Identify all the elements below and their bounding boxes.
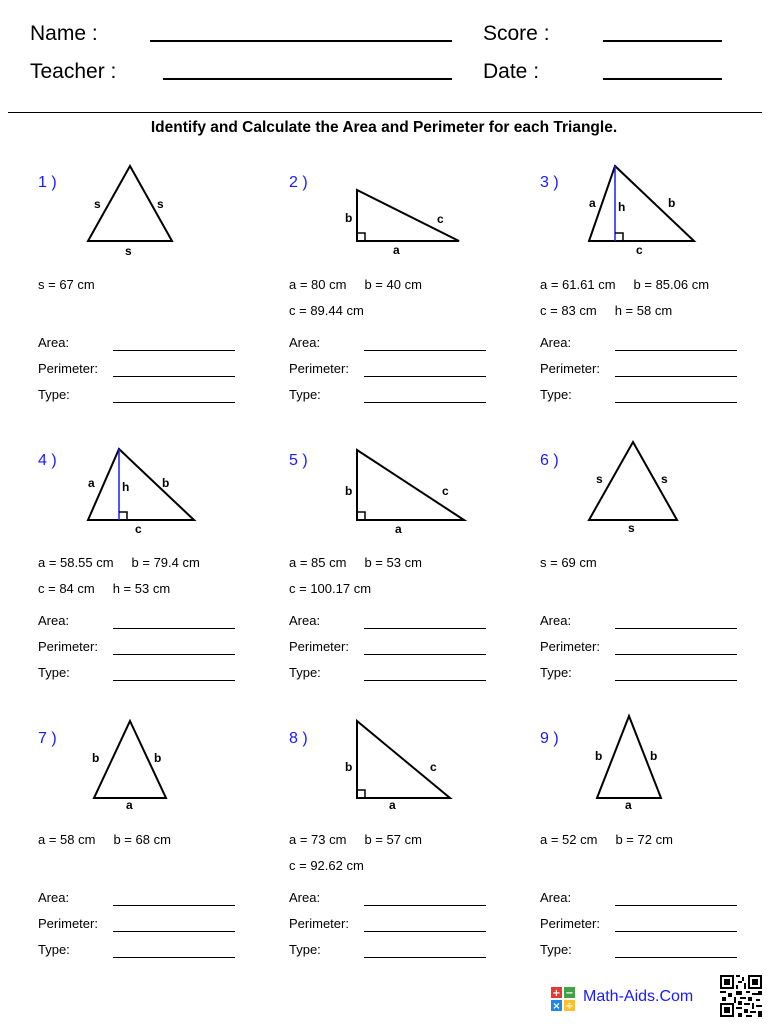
- area-answer-field[interactable]: [113, 628, 235, 629]
- measurement-value: s = 69 cm: [540, 555, 597, 570]
- side-label: c: [135, 522, 142, 536]
- area-label: Area:: [540, 613, 572, 628]
- date-label: Date :: [483, 60, 540, 83]
- perimeter-answer-field[interactable]: [615, 376, 737, 377]
- problem-5-number: 5 ): [289, 452, 308, 469]
- measurement-value: c = 92.62 cm: [289, 858, 364, 873]
- height-label: h: [618, 200, 626, 214]
- perimeter-label: Perimeter:: [540, 639, 600, 654]
- measurement-value: c = 89.44 cm: [289, 303, 364, 318]
- problem-7-number: 7 ): [38, 730, 57, 747]
- problem-3-number: 3 ): [540, 174, 559, 191]
- side-label: a: [126, 798, 133, 812]
- problem-1-number: 1 ): [38, 174, 57, 191]
- perimeter-answer-field[interactable]: [364, 376, 486, 377]
- perimeter-label: Perimeter:: [38, 639, 98, 654]
- brand-link[interactable]: Math-Aids.Com: [583, 988, 694, 1005]
- triangle-figure-1: [80, 160, 180, 260]
- perimeter-label: Perimeter:: [540, 361, 600, 376]
- measurement-value: a = 58.55 cm: [38, 555, 114, 570]
- problem-8-number: 8 ): [289, 730, 308, 747]
- measurement-line: [38, 555, 218, 570]
- side-label: s: [596, 472, 603, 486]
- type-answer-field[interactable]: [615, 957, 737, 958]
- measurement-value: b = 57 cm: [364, 832, 422, 847]
- side-label: b: [650, 749, 658, 763]
- problem-9-number: 9 ): [540, 730, 559, 747]
- side-label: c: [636, 243, 643, 257]
- measurement-line: [38, 832, 189, 847]
- side-label: a: [389, 798, 396, 812]
- triangle-figure-3: [580, 160, 705, 260]
- perimeter-label: Perimeter:: [289, 639, 349, 654]
- type-answer-field[interactable]: [615, 402, 737, 403]
- side-label: c: [437, 212, 444, 226]
- side-label: b: [92, 751, 100, 765]
- side-label: a: [395, 522, 402, 536]
- type-answer-field[interactable]: [113, 957, 235, 958]
- area-label: Area:: [540, 335, 572, 350]
- type-answer-field[interactable]: [364, 957, 486, 958]
- side-label: b: [668, 196, 676, 210]
- measurement-value: b = 53 cm: [364, 555, 422, 570]
- problem-4-number: 4 ): [38, 452, 57, 469]
- triangle-figure-8: [340, 715, 460, 815]
- measurement-value: h = 58 cm: [614, 303, 673, 318]
- name-label: Name :: [30, 22, 98, 45]
- type-answer-field[interactable]: [113, 402, 235, 403]
- triangle-figure-5: [340, 440, 475, 540]
- type-label: Type:: [540, 942, 572, 957]
- side-label: a: [393, 243, 400, 257]
- measurement-value: b = 85.06 cm: [633, 277, 710, 292]
- type-answer-field[interactable]: [364, 680, 486, 681]
- date-field[interactable]: [603, 78, 722, 80]
- type-label: Type:: [289, 942, 321, 957]
- side-label: s: [661, 472, 668, 486]
- measurement-value: b = 72 cm: [615, 832, 673, 847]
- right-angle-mark: [615, 233, 623, 241]
- side-label: c: [442, 484, 449, 498]
- area-answer-field[interactable]: [615, 628, 737, 629]
- type-label: Type:: [38, 665, 70, 680]
- side-label: s: [628, 521, 635, 535]
- triangle-figure-9: [580, 705, 680, 815]
- perimeter-answer-field[interactable]: [615, 931, 737, 932]
- measurement-line: [38, 581, 188, 596]
- area-answer-field[interactable]: [364, 628, 486, 629]
- right-angle-mark: [119, 512, 127, 520]
- measurement-value: a = 73 cm: [289, 832, 347, 847]
- measurement-line: [540, 555, 615, 570]
- measurement-value: a = 85 cm: [289, 555, 347, 570]
- measurement-value: b = 79.4 cm: [131, 555, 200, 570]
- measurement-line: [289, 832, 440, 847]
- type-label: Type:: [540, 387, 572, 402]
- perimeter-answer-field[interactable]: [113, 376, 235, 377]
- triangle-shape: [357, 190, 459, 241]
- perimeter-label: Perimeter:: [289, 916, 349, 931]
- side-label: a: [589, 196, 596, 210]
- measurement-value: a = 52 cm: [540, 832, 598, 847]
- right-angle-mark: [357, 233, 365, 241]
- triangle-figure-2: [340, 180, 470, 265]
- calculator-icon: [550, 986, 576, 1012]
- measurement-value: c = 84 cm: [38, 581, 95, 596]
- type-label: Type:: [540, 665, 572, 680]
- area-answer-field[interactable]: [364, 905, 486, 906]
- svg-text:÷: ÷: [565, 1001, 574, 1012]
- triangle-shape: [88, 449, 194, 520]
- measurement-line: [289, 858, 382, 873]
- area-label: Area:: [38, 890, 70, 905]
- measurement-value: a = 61.61 cm: [540, 277, 616, 292]
- measurement-value: a = 58 cm: [38, 832, 96, 847]
- area-label: Area:: [289, 613, 321, 628]
- teacher-label: Teacher :: [30, 60, 117, 83]
- perimeter-answer-field[interactable]: [364, 931, 486, 932]
- header-divider: [8, 112, 762, 113]
- measurement-value: s = 67 cm: [38, 277, 95, 292]
- area-label: Area:: [38, 613, 70, 628]
- teacher-field[interactable]: [163, 78, 452, 80]
- measurement-line: [38, 277, 113, 292]
- measurement-value: b = 40 cm: [364, 277, 422, 292]
- measurement-line: [289, 581, 389, 596]
- side-label: b: [345, 760, 353, 774]
- side-label: s: [157, 197, 164, 211]
- area-label: Area:: [540, 890, 572, 905]
- area-label: Area:: [289, 335, 321, 350]
- perimeter-answer-field[interactable]: [364, 654, 486, 655]
- problem-2-number: 2 ): [289, 174, 308, 191]
- measurement-value: h = 53 cm: [112, 581, 171, 596]
- type-answer-field[interactable]: [615, 680, 737, 681]
- area-answer-field[interactable]: [615, 350, 737, 351]
- problem-6-number: 6 ): [540, 452, 559, 469]
- right-angle-mark: [357, 790, 365, 798]
- height-label: h: [122, 480, 130, 494]
- name-field[interactable]: [150, 40, 452, 42]
- measurement-line: [540, 303, 690, 318]
- area-answer-field[interactable]: [113, 350, 235, 351]
- score-field[interactable]: [603, 40, 722, 42]
- side-label: s: [125, 244, 132, 258]
- right-angle-mark: [357, 512, 365, 520]
- measurement-value: c = 100.17 cm: [289, 581, 372, 596]
- svg-text:−: −: [565, 988, 574, 999]
- measurement-value: b = 68 cm: [113, 832, 171, 847]
- svg-text:×: ×: [552, 1001, 561, 1012]
- measurement-value: a = 80 cm: [289, 277, 347, 292]
- score-label: Score :: [483, 22, 550, 45]
- qr-code-icon: [720, 975, 762, 1017]
- side-label: a: [625, 798, 632, 812]
- type-label: Type:: [289, 387, 321, 402]
- perimeter-label: Perimeter:: [540, 916, 600, 931]
- type-answer-field[interactable]: [364, 402, 486, 403]
- measurement-value: c = 83 cm: [540, 303, 597, 318]
- measurement-line: [289, 555, 440, 570]
- triangle-figure-4: [80, 440, 205, 540]
- side-label: b: [154, 751, 162, 765]
- perimeter-label: Perimeter:: [38, 916, 98, 931]
- area-label: Area:: [289, 890, 321, 905]
- svg-text:+: +: [552, 988, 561, 999]
- area-label: Area:: [38, 335, 70, 350]
- side-label: s: [94, 197, 101, 211]
- side-label: b: [595, 749, 603, 763]
- perimeter-label: Perimeter:: [289, 361, 349, 376]
- area-answer-field[interactable]: [113, 905, 235, 906]
- triangle-figure-6: [580, 435, 685, 540]
- measurement-line: [289, 277, 440, 292]
- type-label: Type:: [38, 387, 70, 402]
- side-label: b: [345, 211, 353, 225]
- side-label: a: [88, 476, 95, 490]
- perimeter-answer-field[interactable]: [113, 654, 235, 655]
- perimeter-label: Perimeter:: [38, 361, 98, 376]
- type-label: Type:: [289, 665, 321, 680]
- type-answer-field[interactable]: [113, 680, 235, 681]
- measurement-line: [540, 832, 691, 847]
- perimeter-answer-field[interactable]: [113, 931, 235, 932]
- area-answer-field[interactable]: [364, 350, 486, 351]
- side-label: c: [430, 760, 437, 774]
- measurement-line: [540, 277, 727, 292]
- type-label: Type:: [38, 942, 70, 957]
- side-label: b: [345, 484, 353, 498]
- worksheet-title: Identify and Calculate the Area and Perimeter for each Triangle.: [150, 119, 618, 136]
- triangle-shape: [589, 166, 694, 241]
- area-answer-field[interactable]: [615, 905, 737, 906]
- measurement-line: [289, 303, 382, 318]
- perimeter-answer-field[interactable]: [615, 654, 737, 655]
- side-label: b: [162, 476, 170, 490]
- triangle-figure-7: [80, 715, 180, 815]
